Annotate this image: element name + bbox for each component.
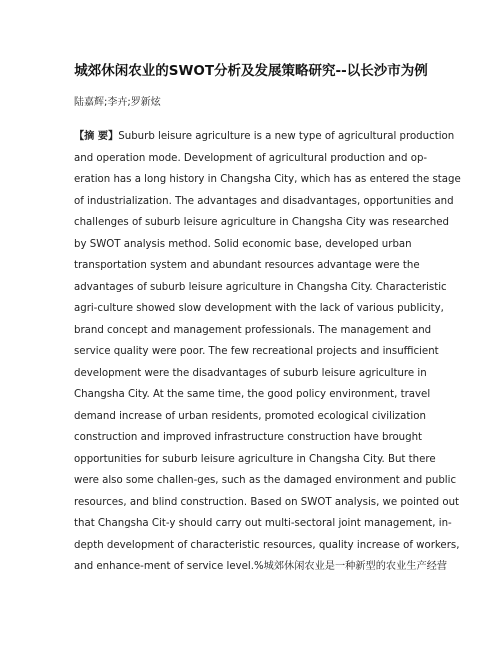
abstract-line: transportation system and abundant resources advantage were the <box>74 260 420 271</box>
abstract-line: resources, and blind construction. Based on SWOT analysis, we pointed out <box>74 496 460 508</box>
author-list: 陆嘉辉;李卉;罗新炫 <box>74 97 161 108</box>
abstract-line: of industrialization. The advantages and disadvantages, opportunities and <box>74 195 454 207</box>
abstract-line: brand concept and management professionals. The management and <box>74 324 432 336</box>
abstract-line-text: Suburb leisure agriculture is a new type of agricultural production <box>118 131 455 142</box>
abstract-block <box>74 126 461 578</box>
abstract-line <box>74 126 455 148</box>
abstract-line: Changsha City. At the same time, the good policy environment, travel <box>74 389 431 400</box>
abstract-line: opportunities for suburb leisure agriculture in Changsha City. But there <box>74 453 436 465</box>
abstract-line: and operation mode. Development of agricultural production and op- <box>74 152 428 164</box>
abstract-line: that Changsha Cit-y should carry out multi-sectoral joint management, in- <box>74 518 452 529</box>
abstract-line: depth development of characteristic resources, quality increase of workers, <box>74 539 460 551</box>
document-title: 城郊休闲农业的SWOT分析及发展策略研究--以长沙市为例 <box>74 63 428 79</box>
abstract-line: demand increase of urban residents, promoted ecological civilization <box>74 410 426 422</box>
abstract-line: by SWOT analysis method. Solid economic base, developed urban <box>74 238 412 250</box>
abstract-label: 【摘 要】 <box>74 131 119 142</box>
abstract-line: agri-culture showed slow development with the lack of various publicity, <box>74 303 444 314</box>
abstract-line: eration has a long history in Changsha City, which has as entered the stage <box>74 174 461 185</box>
abstract-line: construction and improved infrastructure construction have brought <box>74 432 423 443</box>
abstract-line: and enhance-ment of service level.%城郊休闲农业是一种新型的农业生产经营 <box>74 561 448 572</box>
abstract-line: service quality were poor. The few recreational projects and insufficient <box>74 346 439 357</box>
abstract-line: development were the disadvantages of suburb leisure agriculture in <box>74 367 427 379</box>
abstract-line: challenges of suburb leisure agriculture in Changsha City was researched <box>74 217 449 228</box>
abstract-line: were also some challen-ges, such as the damaged environment and public <box>74 475 457 486</box>
abstract-line: advantages of suburb leisure agriculture in Changsha City. Characteristic <box>74 281 447 293</box>
